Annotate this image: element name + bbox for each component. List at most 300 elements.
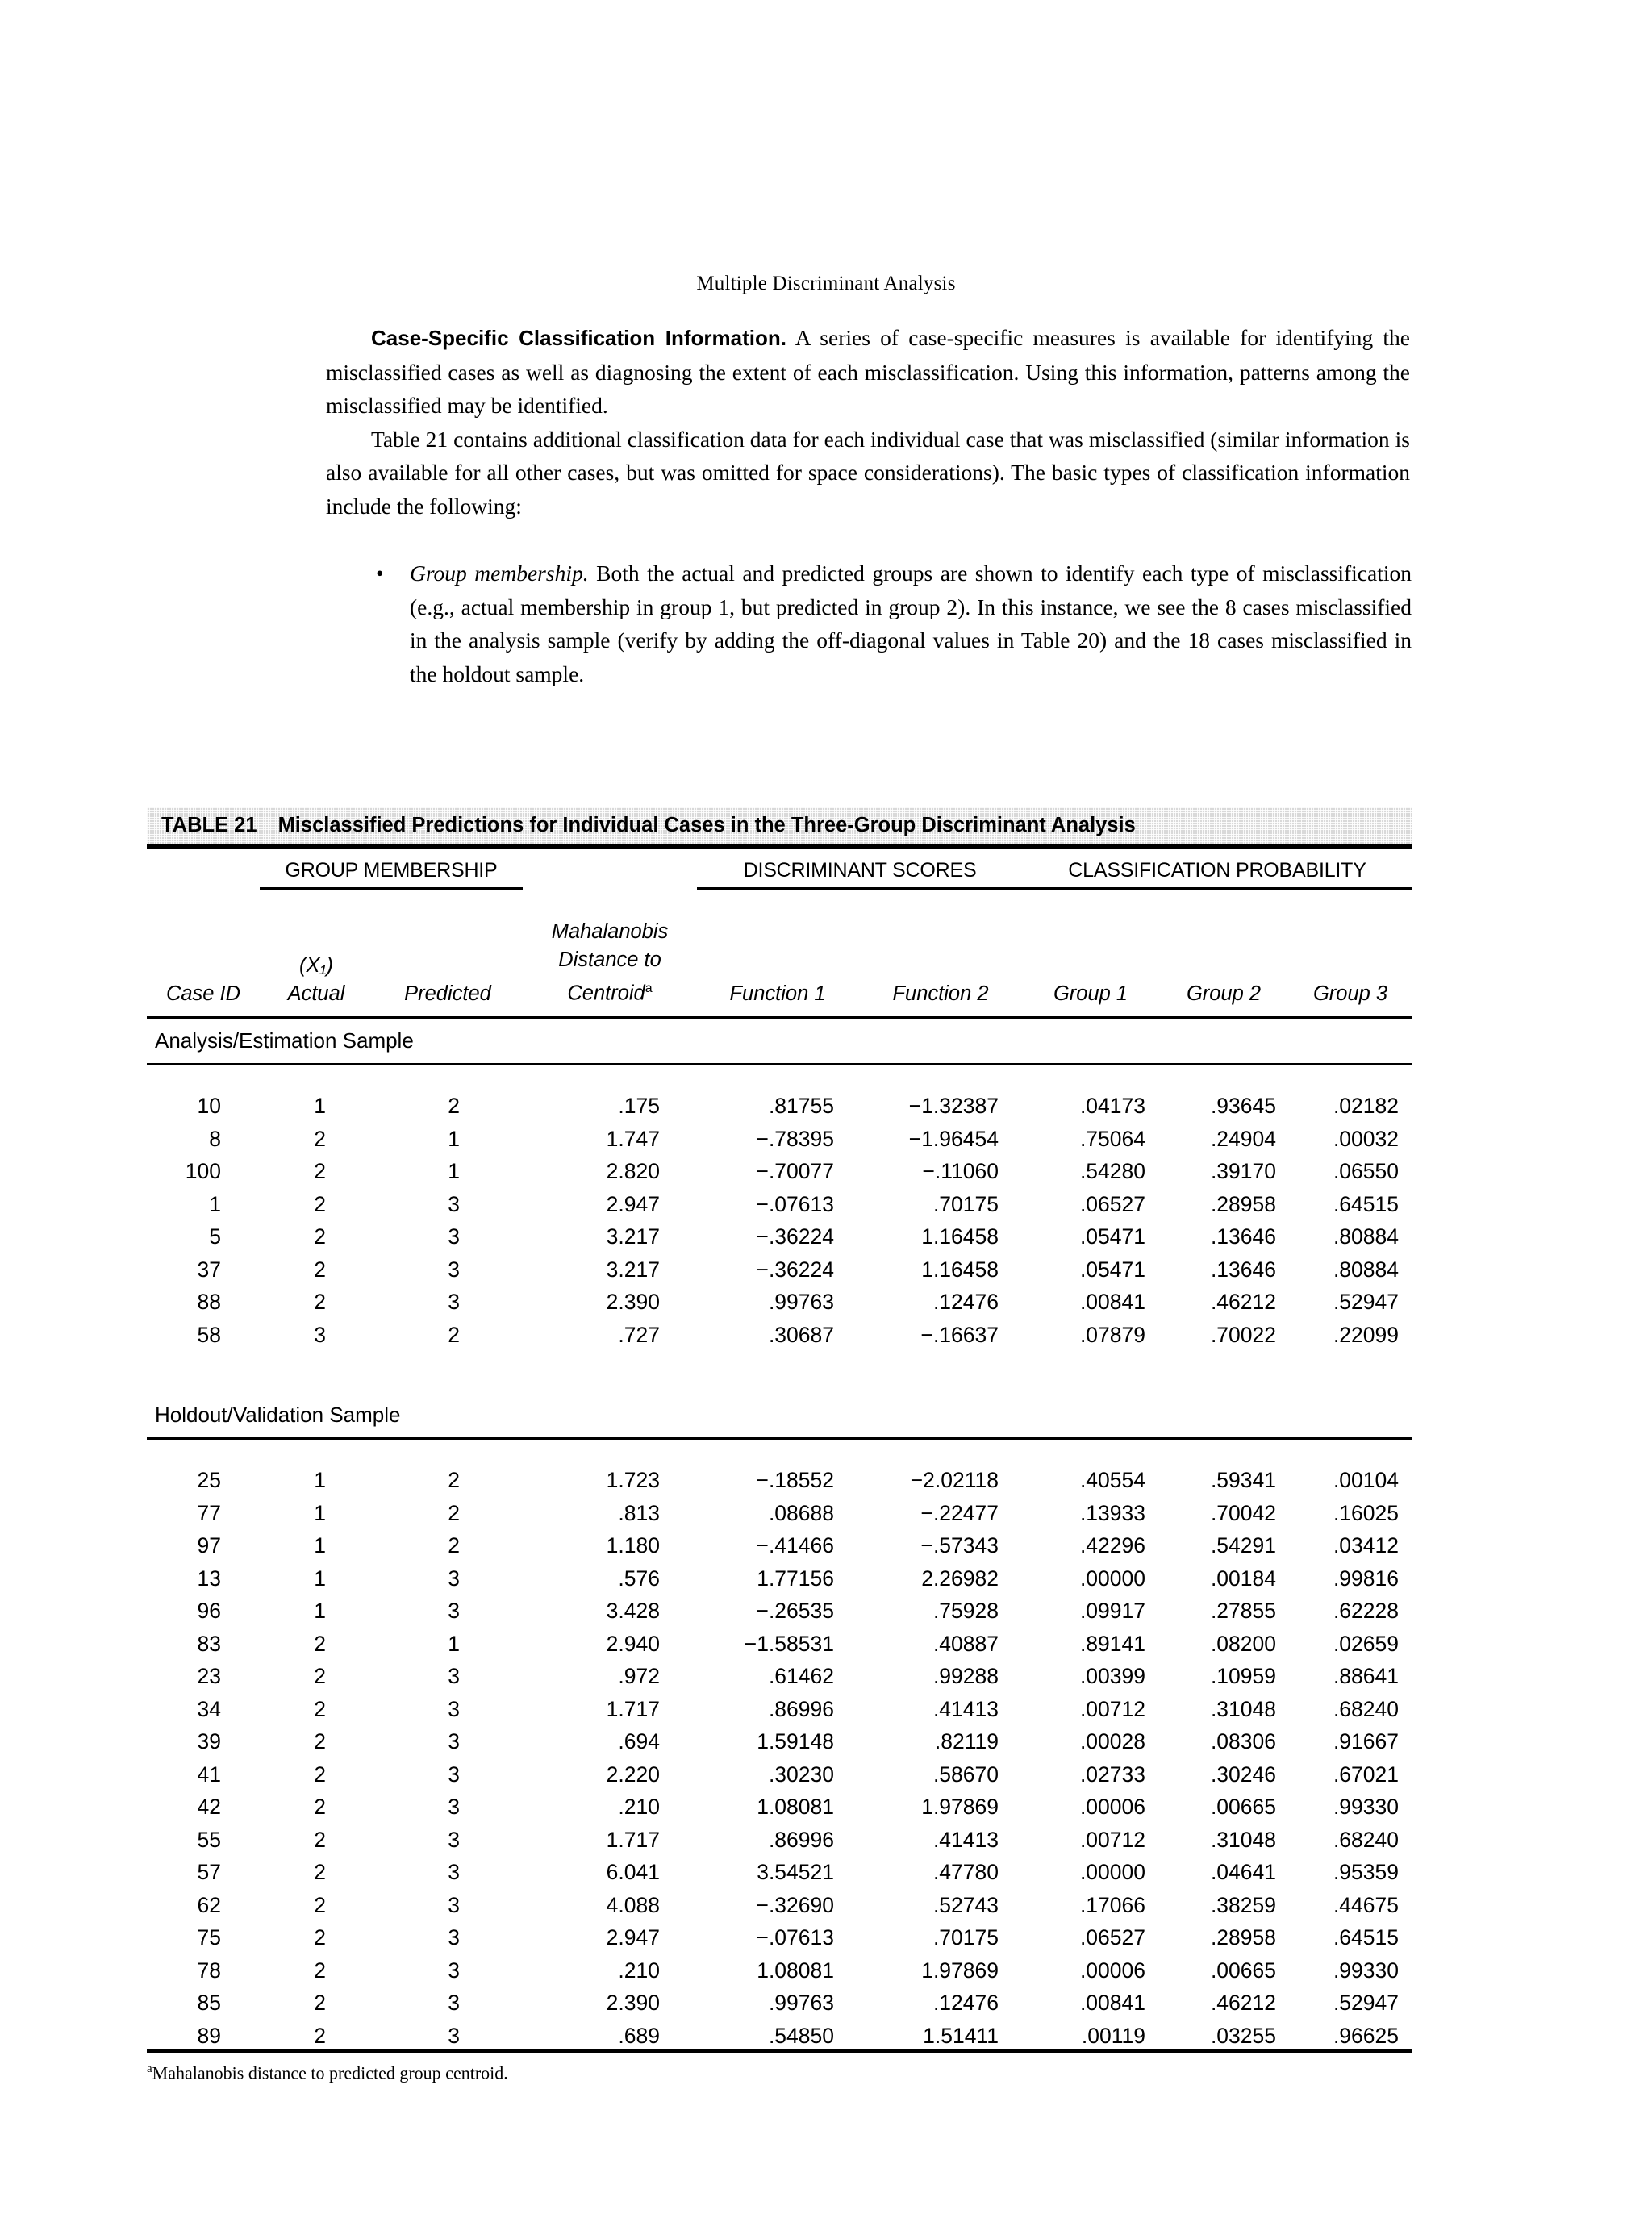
cell-actual: 2 (314, 1126, 326, 1151)
cell-case-id: 42 (197, 1795, 221, 1819)
colhead-function-1: Function 1 (729, 982, 826, 1005)
cell-case-id: 1 (209, 1191, 221, 1216)
cell-maha: .210 (618, 1795, 660, 1819)
cell-g1: .00399 (1079, 1664, 1145, 1688)
cell-predicted: 2 (448, 1094, 460, 1118)
cell-maha: 3.428 (606, 1599, 660, 1623)
cell-g3: .99816 (1333, 1566, 1399, 1591)
table-row (147, 1983, 1412, 2016)
cell-f2: 1.16458 (921, 1257, 999, 1282)
cell-maha: 6.041 (606, 1860, 660, 1884)
cell-maha: .175 (618, 1094, 660, 1118)
cell-g2: .04641 (1210, 1860, 1276, 1884)
cell-maha: .727 (618, 1322, 660, 1347)
cell-maha: 2.947 (606, 1191, 660, 1216)
table-caption: Misclassified Predictions for Individual Cases in the Three-Group Discriminant Analysis (277, 814, 1136, 836)
cell-case-id: 58 (197, 1322, 221, 1347)
cell-g1: .02733 (1079, 1762, 1145, 1787)
cell-actual: 2 (314, 2023, 326, 2048)
cell-maha: .689 (618, 2023, 660, 2048)
cell-f1: .81755 (768, 1094, 834, 1118)
colhead-actual-label: Actual (287, 982, 345, 1005)
cell-f1: 1.08081 (757, 1958, 834, 1983)
cell-g1: .89141 (1079, 1631, 1145, 1656)
cell-g1: .00006 (1079, 1958, 1145, 1983)
cell-maha: 4.088 (606, 1892, 660, 1917)
cell-g3: .22099 (1333, 1322, 1399, 1347)
cell-case-id: 13 (197, 1566, 221, 1591)
table-footnote (147, 2053, 1412, 2083)
cell-g2: .31048 (1210, 1827, 1276, 1852)
colhead-maha-footnote-marker: a (645, 982, 653, 995)
cell-g1: .09917 (1079, 1599, 1145, 1623)
cell-f2: .70175 (932, 1925, 999, 1949)
cell-f1: −.26535 (756, 1599, 834, 1623)
spanner-empty-caseid (147, 849, 260, 889)
cell-g1: .00000 (1079, 1860, 1145, 1884)
row-spacer (147, 1065, 1412, 1086)
table-row (147, 1722, 1412, 1755)
section-label-analysis: Analysis/Estimation Sample (155, 1028, 414, 1053)
cell-f2: −2.02118 (910, 1468, 999, 1492)
cell-g1: .06527 (1079, 1925, 1145, 1949)
cell-g1: .00000 (1079, 1566, 1145, 1591)
cell-g3: .44675 (1333, 1892, 1399, 1917)
cell-g3: .62228 (1333, 1599, 1399, 1623)
cell-actual: 1 (314, 1566, 326, 1591)
cell-f1: −.07613 (756, 1925, 834, 1949)
cell-f1: −.32690 (756, 1892, 834, 1917)
running-head: Multiple Discriminant Analysis (696, 273, 956, 294)
cell-actual: 1 (314, 1094, 326, 1118)
cell-g1: .40554 (1079, 1468, 1145, 1492)
cell-g3: .80884 (1333, 1257, 1399, 1282)
cell-case-id: 55 (197, 1827, 221, 1852)
cell-f1: .99763 (768, 1991, 834, 2015)
cell-g2: .38259 (1210, 1892, 1276, 1917)
cell-predicted: 3 (448, 1224, 460, 1249)
cell-predicted: 3 (448, 1795, 460, 1819)
cell-actual: 2 (314, 1991, 326, 2015)
table-row (147, 1119, 1412, 1152)
cell-g3: .00032 (1333, 1126, 1399, 1151)
cell-case-id: 5 (209, 1224, 221, 1249)
cell-g3: .95359 (1333, 1860, 1399, 1884)
table-title-bar (147, 807, 1412, 844)
section-label-row (147, 1019, 1412, 1063)
cell-predicted: 3 (448, 1762, 460, 1787)
cell-f1: −.41466 (756, 1533, 834, 1557)
table-row (147, 1754, 1412, 1787)
colhead-group-2: Group 2 (1186, 982, 1262, 1005)
cell-predicted: 3 (448, 1860, 460, 1884)
table-row (147, 1217, 1412, 1250)
cell-g2: .08200 (1210, 1631, 1276, 1656)
cell-g2: .30246 (1210, 1762, 1276, 1787)
cell-g1: .04173 (1079, 1094, 1145, 1118)
cell-maha: .210 (618, 1958, 660, 1983)
cell-f1: 1.77156 (757, 1566, 834, 1591)
cell-f2: .12476 (932, 1991, 999, 2015)
table-row (147, 1950, 1412, 1983)
cell-g1: .05471 (1079, 1224, 1145, 1249)
cell-f2: 1.51411 (923, 2023, 999, 2048)
colhead-maha-line3: Centroid (567, 982, 645, 1005)
cell-f2: .99288 (932, 1664, 999, 1688)
cell-case-id: 37 (197, 1257, 221, 1282)
colhead-maha-line2: Distance to (558, 949, 661, 971)
cell-g3: .06550 (1333, 1159, 1399, 1183)
cell-f2: −.57343 (920, 1533, 999, 1557)
table-row (147, 1853, 1412, 1886)
cell-predicted: 3 (448, 1925, 460, 1949)
cell-f1: .86996 (768, 1696, 834, 1721)
cell-maha: 1.747 (606, 1126, 660, 1151)
cell-maha: 3.217 (606, 1224, 660, 1249)
cell-f2: .52743 (932, 1892, 999, 1917)
cell-f1: −.36224 (756, 1257, 834, 1282)
cell-predicted: 3 (448, 1827, 460, 1852)
cell-f2: 1.97869 (921, 1795, 999, 1819)
table-row (147, 1493, 1412, 1526)
cell-predicted: 3 (448, 1729, 460, 1753)
cell-case-id: 34 (197, 1696, 221, 1721)
cell-maha: 1.723 (606, 1468, 660, 1492)
cell-g2: .70022 (1210, 1322, 1276, 1347)
cell-predicted: 3 (448, 2023, 460, 2048)
cell-predicted: 3 (448, 1191, 460, 1216)
cell-maha: 1.717 (606, 1696, 660, 1721)
cell-g2: .70042 (1210, 1500, 1276, 1525)
cell-maha: 3.217 (606, 1257, 660, 1282)
cell-g2: .00665 (1210, 1958, 1276, 1983)
cell-g2: .46212 (1210, 1991, 1276, 2015)
cell-case-id: 89 (197, 2023, 221, 2048)
section-gap (147, 1348, 1412, 1393)
cell-g2: .03255 (1210, 2023, 1276, 2048)
table-row (147, 1249, 1412, 1282)
cell-g3: .52947 (1333, 1290, 1399, 1314)
cell-f2: 1.97869 (921, 1958, 999, 1983)
cell-predicted: 3 (448, 1257, 460, 1282)
cell-actual: 3 (314, 1322, 326, 1347)
cell-f1: 1.08081 (757, 1795, 834, 1819)
table-row (147, 1657, 1412, 1690)
cell-case-id: 57 (197, 1860, 221, 1884)
colhead-mahalanobis-distance (523, 918, 697, 1016)
cell-g3: .68240 (1333, 1827, 1399, 1852)
spacer-cell (147, 1348, 1412, 1393)
spanner-discriminant-scores: DISCRIMINANT SCORES (697, 849, 1023, 889)
cell-actual: 2 (314, 1159, 326, 1183)
cell-f2: .12476 (932, 1290, 999, 1314)
cell-predicted: 3 (448, 1958, 460, 1983)
cell-f1: .99763 (768, 1290, 834, 1314)
cell-f2: −.16637 (920, 1322, 999, 1347)
cell-actual: 2 (314, 1762, 326, 1787)
paragraph-lead-in: Case-Specific Classification Information. (371, 326, 786, 350)
cell-g3: .02182 (1333, 1094, 1399, 1118)
cell-f1: .54850 (768, 2023, 834, 2048)
cell-g2: .13646 (1210, 1257, 1276, 1282)
cell-f2: .40887 (932, 1631, 999, 1656)
cell-g2: .54291 (1210, 1533, 1276, 1557)
cell-case-id: 23 (197, 1664, 221, 1688)
cell-case-id: 8 (209, 1126, 221, 1151)
cell-g1: .42296 (1079, 1533, 1145, 1557)
table-row (147, 1152, 1412, 1185)
cell-case-id: 39 (197, 1729, 221, 1753)
cell-g1: .05471 (1079, 1257, 1145, 1282)
cell-predicted: 3 (448, 1599, 460, 1623)
table-row (147, 1787, 1412, 1820)
cell-g2: .59341 (1210, 1468, 1276, 1492)
list-item (371, 557, 1412, 690)
cell-g1: .00119 (1081, 2023, 1145, 2048)
cell-f1: .30230 (768, 1762, 834, 1787)
spanner-spacer-row (147, 889, 1412, 918)
table-row (147, 1558, 1412, 1591)
cell-g2: .31048 (1210, 1696, 1276, 1721)
table-row (147, 1624, 1412, 1657)
cell-predicted: 2 (448, 1533, 460, 1557)
cell-g2: .46212 (1210, 1290, 1276, 1314)
cell-f2: .41413 (932, 1696, 999, 1721)
cell-maha: 2.220 (606, 1762, 660, 1787)
table-row (147, 1918, 1412, 1951)
section-2-rows (147, 1440, 1412, 2049)
section-label-row (147, 1393, 1412, 1437)
cell-g2: .00665 (1210, 1795, 1276, 1819)
table-row (147, 2016, 1412, 2049)
cell-g3: .64515 (1333, 1925, 1399, 1949)
colhead-actual (260, 918, 373, 1016)
cell-maha: .813 (618, 1500, 660, 1525)
cell-actual: 2 (314, 1925, 326, 1949)
table-row (147, 1315, 1412, 1348)
cell-actual: 2 (314, 1958, 326, 1983)
cell-f1: .08688 (768, 1500, 834, 1525)
cell-case-id: 88 (197, 1290, 221, 1314)
table-row (147, 1885, 1412, 1918)
cell-f2: .47780 (932, 1860, 999, 1884)
cell-predicted: 3 (448, 1290, 460, 1314)
cell-case-id: 75 (197, 1925, 221, 1949)
cell-f2: −.22477 (920, 1500, 999, 1525)
cell-g3: .67021 (1333, 1762, 1399, 1787)
cell-actual: 2 (314, 1290, 326, 1314)
cell-f2: .82119 (934, 1729, 999, 1753)
cell-g3: .91667 (1333, 1729, 1399, 1753)
cell-actual: 2 (314, 1191, 326, 1216)
cell-g1: .00006 (1079, 1795, 1145, 1819)
cell-g3: .03412 (1333, 1533, 1399, 1557)
cell-g3: .80884 (1333, 1224, 1399, 1249)
cell-f1: −.36224 (756, 1224, 834, 1249)
cell-actual: 2 (314, 1860, 326, 1884)
spacer-cell (147, 889, 1412, 918)
cell-maha: 2.940 (606, 1631, 660, 1656)
cell-actual: 2 (314, 1664, 326, 1688)
cell-g1: .00712 (1079, 1827, 1145, 1852)
cell-g3: .02659 (1333, 1631, 1399, 1656)
section-1-rows (147, 1065, 1412, 1348)
cell-case-id: 78 (197, 1958, 221, 1983)
cell-g2: .10959 (1210, 1664, 1276, 1688)
cell-f2: .70175 (932, 1191, 999, 1216)
paragraph-table-21: Table 21 contains additional classification data for each individual case that was misclassified (similar information is also available for all other cases, but was omitted for space considerations). The basic types of classification information include the following: (326, 426, 1410, 519)
table-row (147, 1086, 1412, 1120)
cell-case-id: 62 (197, 1892, 221, 1917)
cell-g1: .00712 (1079, 1696, 1145, 1721)
spanner-empty-maha (523, 849, 697, 889)
spacer-cell (147, 1440, 1412, 1461)
cell-g1: .07879 (1079, 1322, 1145, 1347)
bullet-list (371, 557, 1412, 690)
cell-predicted: 1 (448, 1159, 460, 1183)
section-holdout-validation (147, 1348, 1412, 1437)
colhead-predicted: Predicted (404, 982, 491, 1005)
cell-maha: 2.947 (606, 1925, 660, 1949)
spanner-group-membership: GROUP MEMBERSHIP (260, 849, 523, 889)
cell-maha: 2.820 (606, 1159, 660, 1183)
cell-actual: 2 (314, 1257, 326, 1282)
cell-maha: 2.390 (606, 1991, 660, 2015)
colhead-case-id: Case ID (165, 982, 241, 1005)
cell-actual: 2 (314, 1892, 326, 1917)
cell-g1: .06527 (1079, 1191, 1145, 1216)
cell-case-id: 10 (197, 1094, 221, 1118)
cell-predicted: 1 (448, 1126, 460, 1151)
cell-g3: .68240 (1333, 1696, 1399, 1721)
cell-case-id: 25 (197, 1468, 221, 1492)
cell-g2: .00184 (1210, 1566, 1276, 1591)
cell-case-id: 96 (197, 1599, 221, 1623)
spacer-cell (147, 1065, 1412, 1086)
table-row (147, 1820, 1412, 1853)
cell-case-id: 97 (197, 1533, 221, 1557)
cell-f2: .58670 (932, 1762, 999, 1787)
cell-g3: .96625 (1333, 2023, 1399, 2048)
cell-predicted: 2 (448, 1468, 460, 1492)
cell-predicted: 2 (448, 1500, 460, 1525)
column-header-row (147, 918, 1412, 1016)
cell-actual: 1 (314, 1599, 326, 1623)
cell-predicted: 3 (448, 1664, 460, 1688)
cell-g3: .00104 (1333, 1468, 1399, 1492)
cell-actual: 2 (314, 1224, 326, 1249)
table-body (147, 849, 1412, 1016)
cell-actual: 1 (314, 1500, 326, 1525)
cell-case-id: 85 (197, 1991, 221, 2015)
cell-f1: .30687 (768, 1322, 834, 1347)
cell-g2: .39170 (1210, 1159, 1276, 1183)
section-2-tbody (147, 1440, 1412, 2049)
cell-actual: 1 (314, 1468, 326, 1492)
cell-f2: 1.16458 (921, 1224, 999, 1249)
cell-f1: −.70077 (756, 1159, 834, 1183)
cell-g3: .88641 (1333, 1664, 1399, 1688)
table-row (147, 1526, 1412, 1559)
colhead-group-1: Group 1 (1053, 982, 1128, 1005)
cell-g1: .54280 (1079, 1159, 1145, 1183)
cell-f2: .41413 (932, 1827, 999, 1852)
footnote-text: Mahalanobis distance to predicted group centroid. (152, 2062, 508, 2083)
cell-f2: −1.96454 (908, 1126, 999, 1151)
paragraph-case-specific (326, 321, 1410, 423)
bullet-term-group-membership: Group membership. (410, 561, 589, 586)
table-row (147, 1282, 1412, 1316)
cell-f1: −.78395 (756, 1126, 834, 1151)
cell-f1: −1.58531 (744, 1631, 834, 1656)
section-label-holdout: Holdout/Validation Sample (155, 1402, 401, 1427)
cell-actual: 1 (314, 1533, 326, 1557)
cell-g2: .13646 (1210, 1224, 1276, 1249)
cell-g1: .13933 (1079, 1500, 1145, 1525)
table-row (147, 1184, 1412, 1217)
bullet-text: Both the actual and predicted groups are shown to identify each type of misclassification (e.g., actual membership in group 1, but predicted in group 2). In this instance, we see the 8 cases misclassified in the analysis sample (verify by adding the off-diagonal values in Table 20) and the 18 cases misclassified in the holdout sample. (410, 561, 1412, 686)
cell-actual: 2 (314, 1696, 326, 1721)
cell-maha: .576 (618, 1566, 660, 1591)
cell-predicted: 2 (448, 1322, 460, 1347)
cell-g1: .00028 (1079, 1729, 1145, 1753)
footnote-marker: a (147, 2062, 152, 2075)
table-row (147, 1689, 1412, 1722)
cell-g3: .16025 (1333, 1500, 1399, 1525)
cell-g3: .52947 (1333, 1991, 1399, 2015)
paragraph-1-text: A series of case-specific measures is available for identifying the misclassified cases as well as diagnosing the extent of each misclassification. Using this information, patterns among the misclassified may be identified. (326, 325, 1411, 418)
cell-maha: 2.390 (606, 1290, 660, 1314)
cell-actual: 2 (314, 1631, 326, 1656)
cell-case-id: 83 (197, 1631, 221, 1656)
cell-f1: −.07613 (756, 1191, 834, 1216)
cell-g2: .28958 (1210, 1191, 1276, 1216)
colhead-function-2: Function 2 (892, 982, 989, 1005)
cell-f2: 2.26982 (921, 1566, 999, 1591)
cell-g1: .00841 (1079, 1991, 1145, 2015)
spanner-classification-probability: CLASSIFICATION PROBABILITY (1023, 849, 1412, 889)
spanner-row (147, 849, 1412, 889)
cell-maha: 1.717 (606, 1827, 660, 1852)
cell-g2: .24904 (1210, 1126, 1276, 1151)
table-row (147, 1461, 1412, 1494)
cell-case-id: 41 (197, 1762, 221, 1787)
cell-predicted: 3 (448, 1696, 460, 1721)
cell-g1: .00841 (1079, 1290, 1145, 1314)
body-text-block (326, 321, 1410, 523)
cell-g2: .08306 (1210, 1729, 1276, 1753)
cell-actual: 2 (314, 1795, 326, 1819)
cell-predicted: 3 (448, 1991, 460, 2015)
cell-maha: .694 (618, 1729, 660, 1753)
cell-g3: .64515 (1333, 1191, 1399, 1216)
cell-maha: 1.180 (606, 1533, 660, 1557)
table-number: TABLE 21 (161, 814, 257, 836)
section-1-tbody (147, 1065, 1412, 1348)
cell-g2: .28958 (1210, 1925, 1276, 1949)
cell-g1: .17066 (1079, 1892, 1145, 1917)
row-spacer (147, 1440, 1412, 1461)
cell-predicted: 3 (448, 1892, 460, 1917)
table-21 (147, 807, 1412, 2083)
cell-f2: −.11060 (922, 1159, 999, 1183)
colhead-actual-x1: (X₁) (298, 953, 334, 977)
cell-f1: .61462 (768, 1664, 834, 1688)
cell-f2: −1.32387 (908, 1094, 999, 1118)
colhead-maha-line1: Mahalanobis (551, 920, 669, 943)
colhead-group-3: Group 3 (1312, 982, 1388, 1005)
cell-f1: .86996 (768, 1827, 834, 1852)
